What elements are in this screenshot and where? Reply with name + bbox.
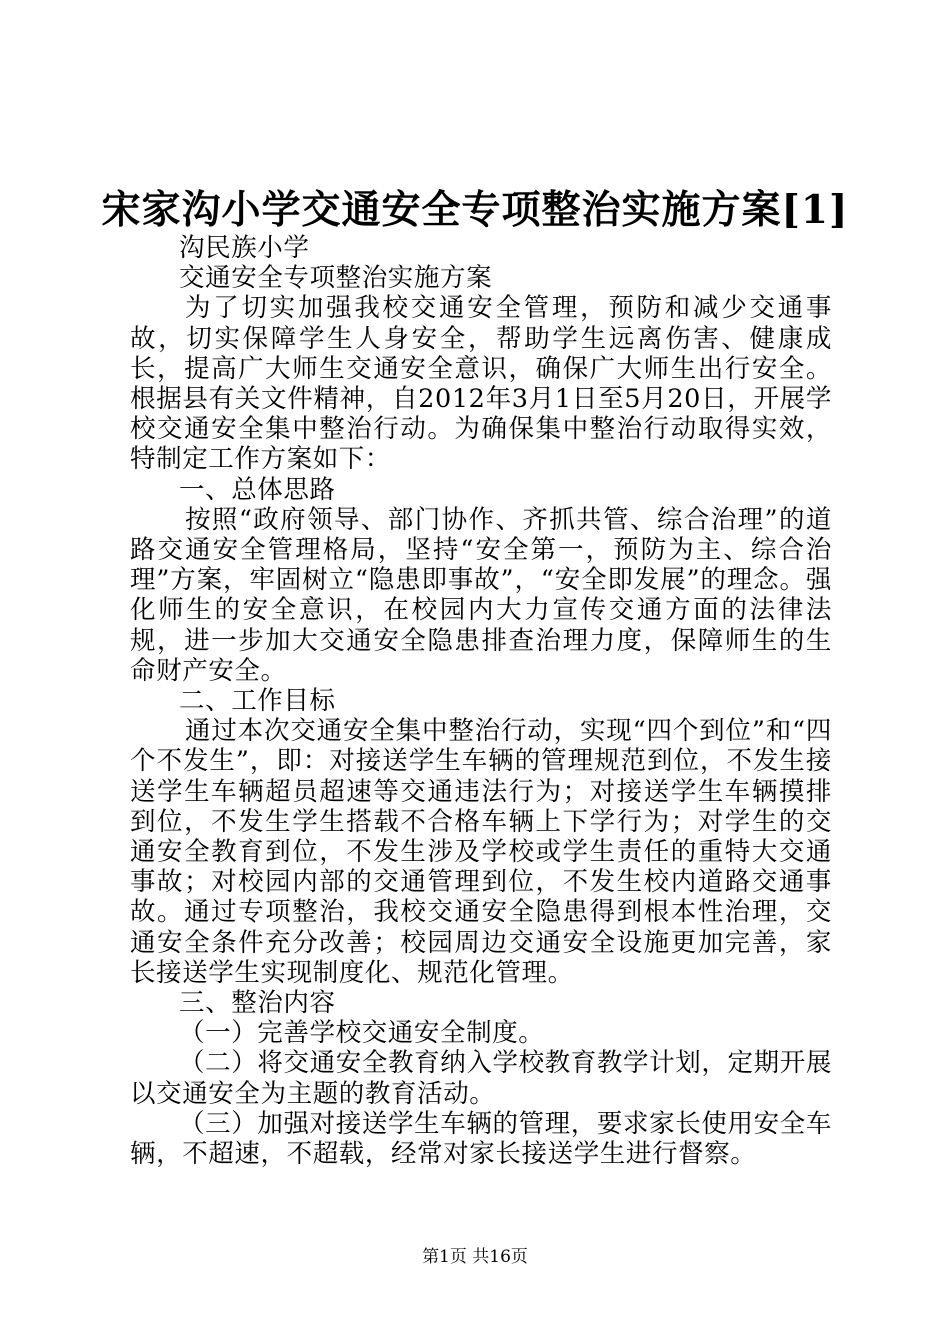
paragraph-item-3: （三）加强对接送学生车辆的管理，要求家长使用安全车辆，不超速，不超载，经常对家长接送学生进行督察。 — [130, 1108, 832, 1170]
paragraph-overall-idea: 按照“政府领导、部门协作、齐抓共管、综合治理”的道路交通安全管理格局，坚持“安全第一，预防为主、综合治理”方案，牢固树立“隐患即事故”，“安全即发展”的理念。强化师生的安全意识，在校园内大力宣传交通方面的法律法规，进一步加大交通安全隐患排查治理力度，保障师生的生命财产安全。 — [130, 504, 832, 686]
paragraph-item-1: （一）完善学校交通安全制度。 — [179, 1018, 545, 1049]
heading-work-goals: 二、工作目标 — [179, 686, 336, 717]
document-title: 宋家沟小学交通安全专项整治实施方案[1] — [101, 187, 849, 233]
heading-rectification-content: 三、整治内容 — [179, 988, 336, 1019]
page-footer: 第1页 共16页 — [422, 1247, 528, 1267]
paragraph-work-goals: 通过本次交通安全集中整治行动，实现“四个到位”和“四个不发生”，即：对接送学生车辆的管理规范到位，不发生接送学生车辆超员超速等交通违法行为；对接送学生车辆摸排到位，不发生学生搭载不合格车辆上下学行为；对学生的交通安全教育到位，不发生涉及学校或学生责任的重特大交通事故；对校园内部的交通管理到位，不发生校内道路交通事故。通过专项整治，我校交通安全隐患得到根本性治理，交通安全条件充分改善；校园周边交通安全设施更加完善，家长接送学生实现制度化、规范化管理。 — [130, 716, 832, 988]
paragraph-plan-title: 交通安全专项整治实施方案 — [179, 263, 493, 294]
paragraph-intro: 为了切实加强我校交通安全管理，预防和减少交通事故，切实保障学生人身安全，帮助学生远离伤害、健康成长，提高广大师生交通安全意识，确保广大师生出行安全。根据县有关文件精神，自2012年3月1日至5月20日，开展学校交通安全集中整治行动。为确保集中整治行动取得实效，特制定工作方案如下： — [130, 293, 832, 475]
paragraph-school-name: 沟民族小学 — [179, 233, 310, 263]
heading-overall-idea: 一、总体思路 — [179, 474, 336, 505]
paragraph-item-2: （二）将交通安全教育纳入学校教育教学计划，定期开展以交通安全为主题的教育活动。 — [130, 1048, 832, 1109]
document-body — [130, 233, 832, 1169]
